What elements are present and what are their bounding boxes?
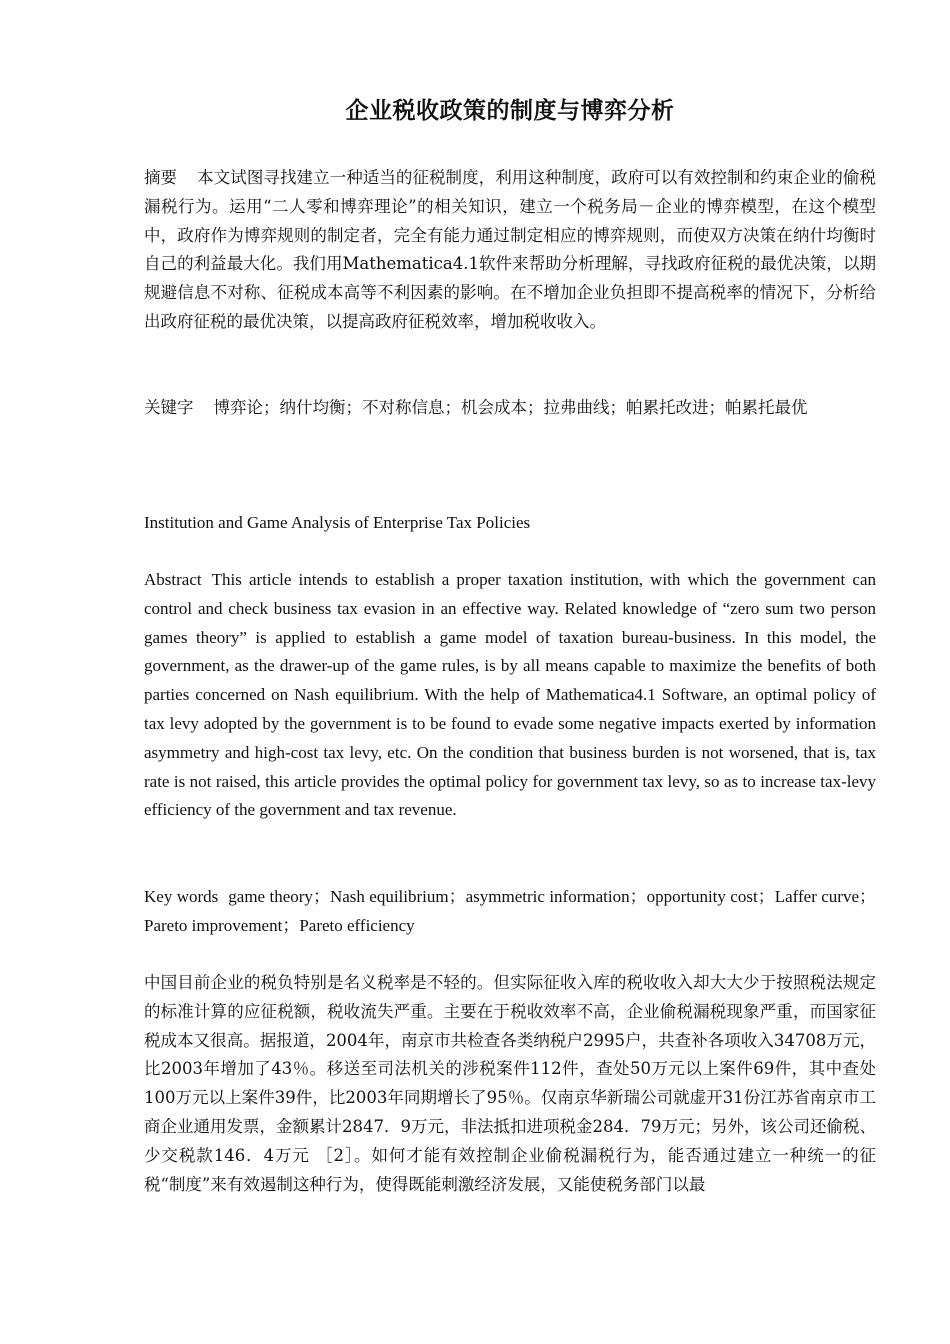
chinese-keyword: 帕累托改进 bbox=[626, 398, 709, 417]
english-abstract-label: Abstract bbox=[144, 570, 202, 589]
english-abstract bbox=[144, 566, 876, 825]
chinese-abstract bbox=[144, 164, 876, 337]
english-keyword: asymmetric information bbox=[465, 887, 630, 906]
english-keyword: Nash equilibrium bbox=[329, 887, 449, 906]
chinese-keyword: 拉弗曲线 bbox=[543, 398, 610, 417]
english-title: Institution and Game Analysis of Enterprise Tax Policies bbox=[144, 513, 531, 532]
chinese-keyword: 机会成本 bbox=[461, 398, 527, 417]
chinese-abstract-label: 摘要 bbox=[144, 168, 178, 187]
body-paragraph: 中国目前企业的税负特别是名义税率是不轻的。但实际征收入库的税收收入却大大少于按照税法规定的标准计算的应征税额，税收流失严重。主要在于税收效率不高，企业偷税漏税现象严重，而国家征税成本又很高。据报道，2004年，南京市共检查各类纳税户2995户，共查补各项收入34708万元，比2003年增加了43％。移送至司法机关的涉税案件112件，查处50万元以上案件69件，其中查处100万元以上案件39件，比2003年同期增长了95％。仅南京华新瑞公司就虚开31份江苏省南京市工商企业通用发票，金额累计2847．9万元，非法抵扣进项税金284．79万元；另外，该公司还偷税、少交税款146．4万元 ［2］。如何才能有效控制企业偷税漏税行为，能否通过建立一种统一的征税“制度”来有效遏制这种行为，使得既能刺激经济发展，又能使税务部门以最 bbox=[144, 973, 876, 1194]
chinese-keyword: 不对称信息 bbox=[362, 398, 445, 417]
english-keywords: Key words game theory；Nash equilibrium；asymmetric information；opportunity cost；Laffer curve；Pareto improvement；Pareto efficiency bbox=[144, 887, 877, 935]
chinese-keyword: 博弈论 bbox=[213, 398, 263, 417]
chinese-abstract-text: 本文试图寻找建立一种适当的征税制度，利用这种制度，政府可以有效控制和约束企业的偷税漏税行为。运用“二人零和博弈理论”的相关知识，建立一个税务局－企业的博弈模型，在这个模型中，政府作为博弈规则的制定者，完全有能力通过制定相应的博弈规则，而使双方决策在纳什均衡时自己的利益最大化。我们用Mathematica4.1软件来帮助分析理解，寻找政府征税的最优决策，以期规避信息不对称、征税成本高等不利因素的影响。在不增加企业负担即不提高税率的情况下，分析给出政府征税的最优决策，以提高政府征税效率，增加税收收入。 bbox=[144, 168, 877, 331]
chinese-keywords: 关键字 博弈论；纳什均衡；不对称信息；机会成本；拉弗曲线；帕累托改进；帕累托最优 bbox=[144, 398, 808, 417]
english-keyword: Pareto efficiency bbox=[299, 915, 415, 935]
english-keyword: Laffer curve bbox=[774, 887, 860, 906]
english-abstract-text: This article intends to establish a proper taxation institution, with which the government can control and check business tax evasion in an effective way. Related knowledge of “zero sum two person games theory” is applied to establish a game model of taxation bureau-business. In this model, the government, as the drawer-up of the game rules, is by all means capable to maximize the benefits of both parties concerned on Nash equilibrium. With the help of Mathematica4.1 Software, an optimal policy of tax levy adopted by the government is to be found to evade some negative impacts exerted by information asymmetry and high-cost tax levy, etc. On the condition that business burden is not worsened, that is, tax rate is not raised, this article provides the optimal policy for government tax levy, so as to increase tax-levy efficiency of the government and tax revenue. bbox=[144, 570, 876, 820]
chinese-keywords-label: 关键字 bbox=[144, 398, 194, 417]
paper-title: 企业税收政策的制度与博弈分析 bbox=[345, 97, 675, 124]
english-keywords-label: Key words bbox=[144, 887, 219, 906]
english-keyword: game theory bbox=[228, 887, 313, 906]
chinese-keyword: 纳什均衡 bbox=[279, 398, 346, 417]
chinese-keyword: 帕累托最优 bbox=[725, 398, 808, 417]
english-keyword: Pareto improvement bbox=[144, 915, 283, 935]
english-keyword: opportunity cost bbox=[646, 887, 758, 906]
